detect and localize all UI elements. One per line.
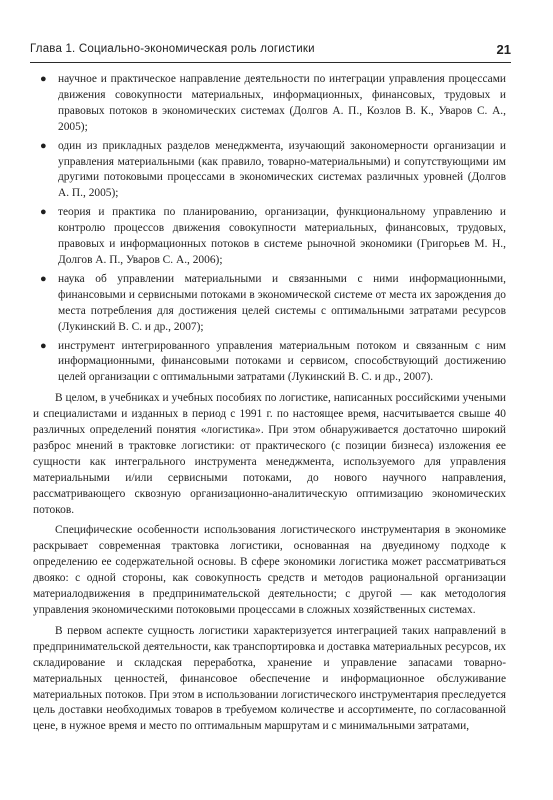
body-paragraph: В целом, в учебниках и учебных пособиях по логистике, написанных российскими учеными и специалистами и изданных в период с 1991 г. по настоящее время, насчитывается свыше 40 различных определений понятия «логистика». При этом обнаруживается достаточно широкий разброс мнений в трактовке логистики: от практического (с позиции бизнеса) изложения ее сущности как интегрального инструмента менеджмента, используемого для управления материальными и/или сервисными потоками, до нового научного направления, рассматривающего сквозную организационно-аналитическую оптимизацию экономических потоков.: [33, 392, 506, 516]
bullet-icon: ●: [40, 73, 47, 85]
page-body: [33, 72, 506, 740]
list-item-text: теория и практика по планированию, организации, функциональному управлению и контролю процессов движения совокупности материальных, финансовых, трудовых, правовых и информационных потоков в системе рыночной экономики (Григорьев М. Н., Долгов А. П., Уваров С. А., 2006);: [58, 206, 506, 266]
page-number: 21: [496, 42, 511, 57]
list-item: [33, 139, 506, 203]
list-item-text: один из прикладных разделов менеджмента, изучающий закономерности организации и управления материальными (как правило, товарно-материальными) и сопутствующими им другими потоковыми процессами в экономических системах различных уровней (Долгов А. П., 2005);: [58, 139, 506, 200]
chapter-title: Глава 1. Социально-экономическая роль логистики: [30, 43, 315, 55]
list-item: [33, 272, 506, 336]
body-paragraph: Специфические особенности использования логистического инструментария в экономике раскрывает современная трактовка логистики, основанная на двуединому подходе к определению ее содержательной основы. В сфере экономики логистика может рассматриваться двояко: с одной стороны, как совокупность средств и методов рациональной организации материалодвижения в предпринимательской деятельности; с другой — как методология управления экономическими потоковыми процессами в сложных хозяйственных системах.: [33, 524, 506, 616]
bullet-icon: ●: [40, 272, 47, 285]
list-item-text: наука об управлении материальными и связанными с ними информационными, финансовыми и сервисными потоками в экономической системе от места их зарождения до места потребления для достижения целей системы с оптимальными затратами ресурсов (Лукинский В. С. и др., 2007);: [58, 272, 506, 333]
list-item: [33, 205, 506, 269]
list-item: [33, 339, 506, 387]
definitions-list: [33, 72, 506, 386]
body-paragraph: В первом аспекте сущность логистики характеризуется интеграцией таких направлений в предпринимательской деятельности, как транспортировка и доставка материальных ресурсов, их складирование и складская переработка, хранение и управление запасами товарно-материальных ценностей, финансовое обеспечение и информационное обслуживание материальных потоков. При этом в использовании логистического инструментария преследуется цель доставки необходимых товаров в требуемом количестве и ассортименте, по согласованной цене, в нужное время и место по оптимальным маршрутам и с минимальными затратами,: [33, 624, 506, 733]
list-item: [33, 72, 506, 136]
bullet-icon: ●: [40, 139, 47, 152]
running-header: [30, 42, 511, 63]
bullet-icon: ●: [40, 339, 47, 352]
list-item-text: инструмент интегрированного управления материальным потоком и связанным с ним информационными, финансовыми потоками и сервисом, способствующий достижению целей организации с оптимальными затратами (Лукинский В. С. и др., 2007).: [58, 339, 506, 384]
bullet-icon: ●: [40, 206, 47, 219]
list-item-text: научное и практическое направление деятельности по интеграции управления процессами движения совокупности материальных, информационных, финансовых, трудовых и правовых потоков в экономических системах (Долгов А. П., Козлов В. К., Уваров С. А., 2005);: [58, 73, 506, 133]
